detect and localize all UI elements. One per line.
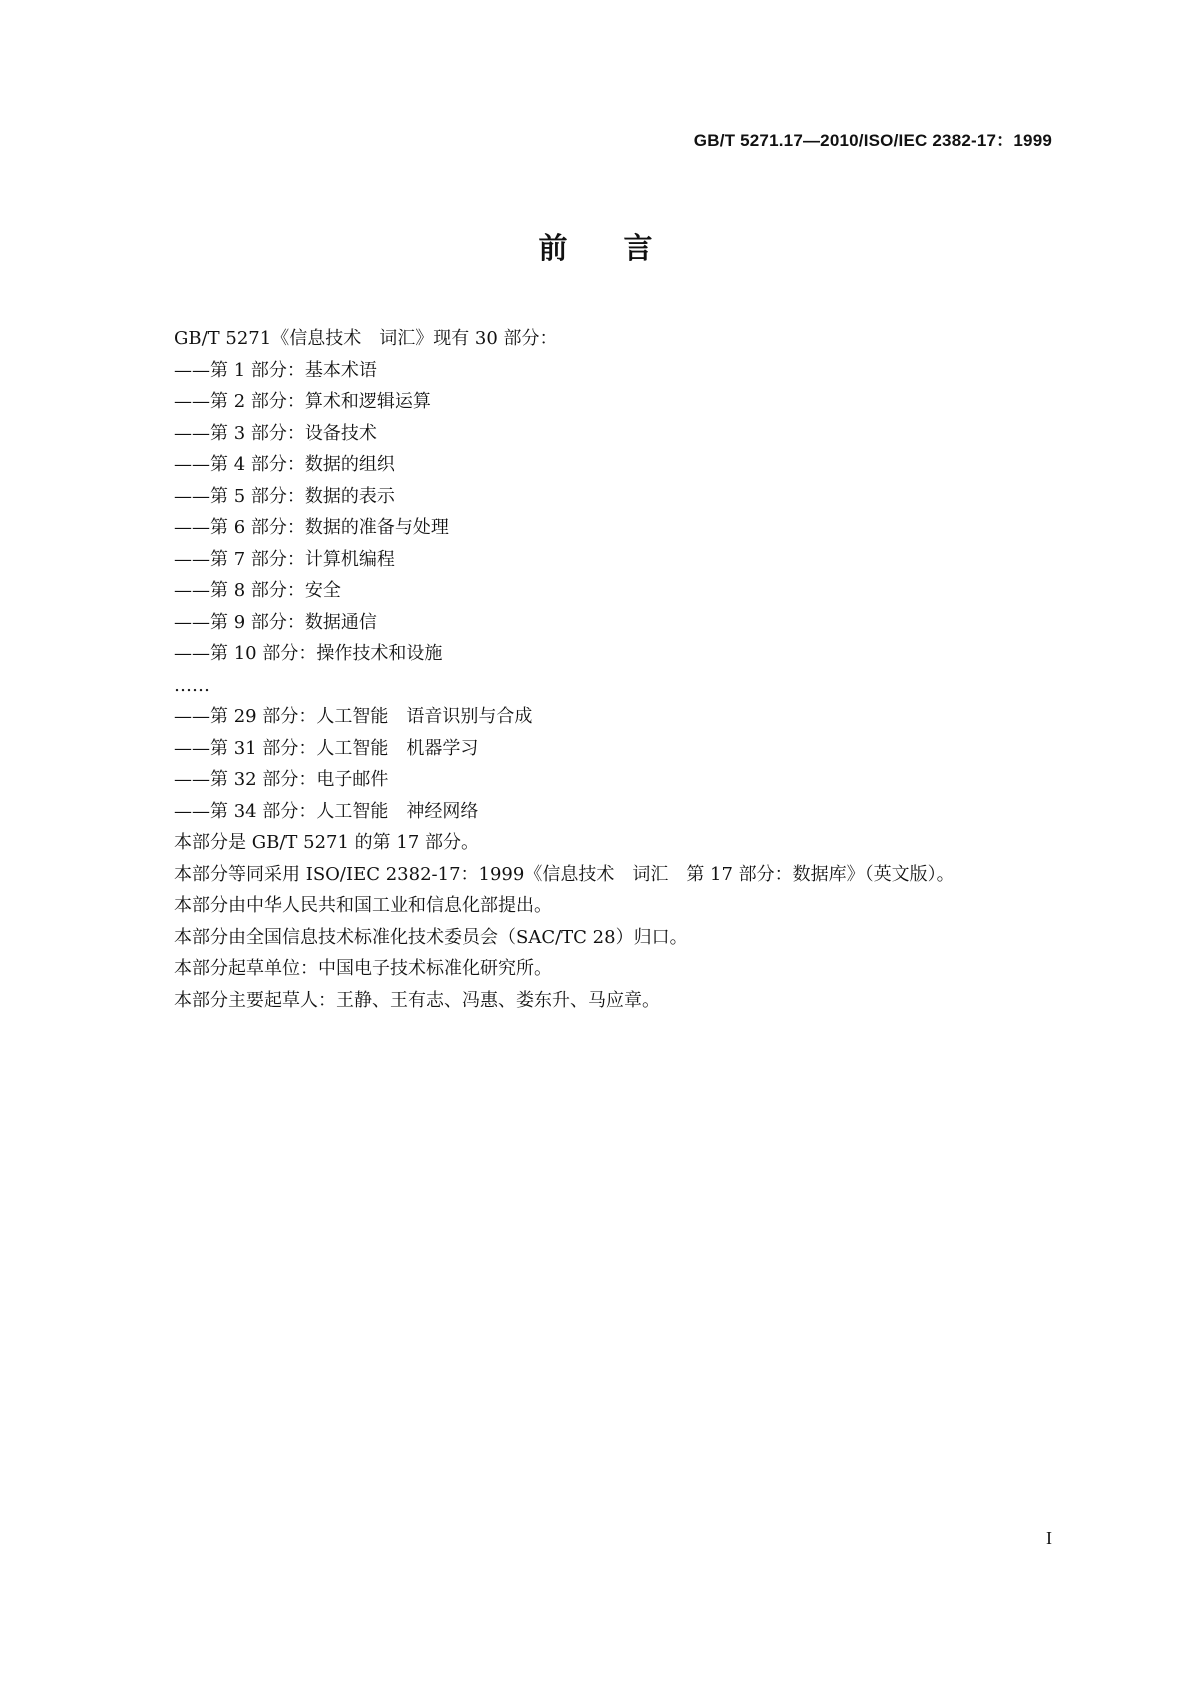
page-number: I <box>1046 1528 1052 1548</box>
foreword-body <box>174 323 1034 1016</box>
part-list-item: ——第 9 部分：数据通信 <box>174 611 377 633</box>
foreword-intro-line: GB/T 5271《信息技术 词汇》现有 30 部分： <box>174 328 558 349</box>
part-list-item: ——第 4 部分：数据的组织 <box>174 454 395 475</box>
part-list-item: ——第 8 部分：安全 <box>174 580 341 601</box>
foreword-paragraph: 本部分等同采用 ISO/IEC 2382-17：1999《信息技术 词汇 第 17 部分：数据库》（英文版）。 <box>174 863 955 885</box>
part-list-item: ——第 29 部分：人工智能 语音识别与合成 <box>174 706 533 727</box>
part-list-item: ——第 32 部分：电子邮件 <box>174 769 389 790</box>
part-list-item: ——第 1 部分：基本术语 <box>174 359 377 381</box>
foreword-paragraph: 本部分起草单位：中国电子技术标准化研究所。 <box>174 958 552 979</box>
part-list-item: ——第 5 部分：数据的表示 <box>174 485 395 507</box>
part-list-item: ——第 3 部分：设备技术 <box>174 422 377 444</box>
foreword-paragraph: 本部分由全国信息技术标准化技术委员会（SAC/TC 28）归口。 <box>174 926 688 948</box>
page-title: 前言 <box>538 231 709 265</box>
part-list-item: ——第 6 部分：数据的准备与处理 <box>174 517 449 538</box>
part-list-item: ——第 7 部分：计算机编程 <box>174 548 395 570</box>
standard-number-header: GB/T 5271.17—2010/ISO/IEC 2382-17：1999 <box>693 131 1052 150</box>
part-list-item: ——第 31 部分：人工智能 机器学习 <box>174 737 479 759</box>
part-list-item: ——第 10 部分：操作技术和设施 <box>174 643 443 664</box>
part-list-item: ——第 34 部分：人工智能 神经网络 <box>174 800 479 822</box>
foreword-paragraph: 本部分是 GB/T 5271 的第 17 部分。 <box>174 832 479 853</box>
part-list-item: ——第 2 部分：算术和逻辑运算 <box>174 391 431 412</box>
foreword-paragraph: 本部分主要起草人：王静、王有志、冯惠、娄东升、马应章。 <box>174 989 660 1011</box>
ellipsis-line: …… <box>174 674 210 696</box>
foreword-paragraph: 本部分由中华人民共和国工业和信息化部提出。 <box>174 895 552 916</box>
